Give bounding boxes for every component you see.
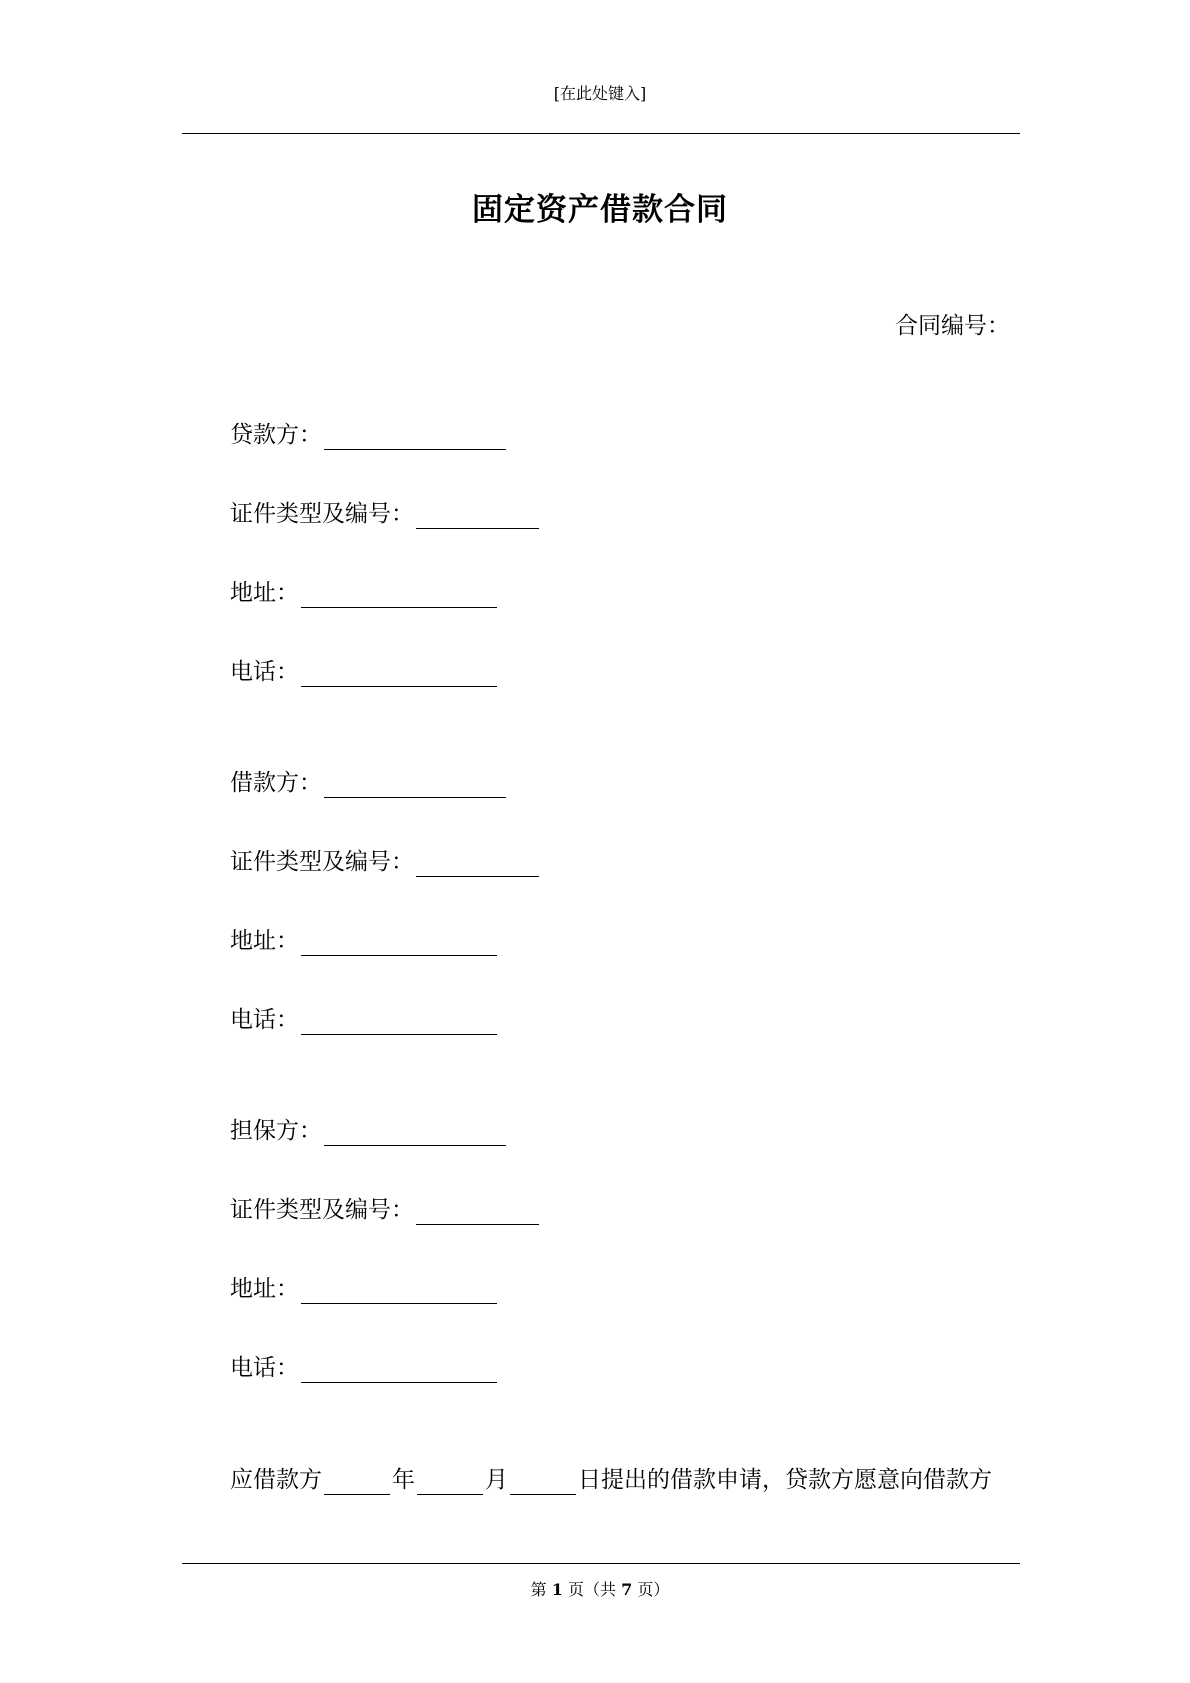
borrower-field [230,768,506,798]
lender-address-field [230,578,497,608]
body-month: 月 [485,1467,508,1493]
guarantor-id-field [230,1195,539,1225]
footer-prefix: 第 [530,1580,552,1599]
page-header: [在此处键入] [553,84,647,103]
lender-id-label: 证件类型及编号： [230,501,414,527]
footer-middle: 页（共 [562,1580,622,1599]
lender-label: 贷款方： [230,422,322,448]
lender-address-label: 地址： [230,580,299,606]
footer-total-pages: 7 [621,1580,633,1599]
guarantor-phone-field [230,1353,497,1383]
guarantor-blank[interactable] [324,1121,506,1146]
body-year: 年 [392,1467,415,1493]
guarantor-id-label: 证件类型及编号： [230,1197,414,1223]
lender-blank[interactable] [324,425,506,450]
lender-address-blank[interactable] [301,583,497,608]
borrower-blank[interactable] [324,773,506,798]
guarantor-phone-blank[interactable] [301,1358,497,1383]
contract-number-label: 合同编号： [895,313,1010,339]
body-suffix: 日提出的借款申请，贷款方愿意向借款方 [578,1467,992,1493]
guarantor-address-label: 地址： [230,1276,299,1302]
guarantor-address-field [230,1274,497,1304]
guarantor-address-blank[interactable] [301,1279,497,1304]
borrower-phone-blank[interactable] [301,1010,497,1035]
lender-phone-field [230,657,497,687]
lender-phone-blank[interactable] [301,662,497,687]
guarantor-label: 担保方： [230,1118,322,1144]
footer-suffix: 页） [632,1580,670,1599]
year-blank[interactable] [324,1470,390,1495]
lender-id-field [230,499,539,529]
lender-phone-label: 电话： [230,659,299,685]
header-divider [182,133,1020,134]
borrower-address-label: 地址： [230,928,299,954]
lender-field [230,420,506,450]
borrower-phone-field [230,1005,497,1035]
borrower-label: 借款方： [230,770,322,796]
lender-id-blank[interactable] [416,504,539,529]
borrower-id-blank[interactable] [416,852,539,877]
borrower-id-field [230,847,539,877]
borrower-id-label: 证件类型及编号： [230,849,414,875]
page-footer [0,1580,1190,1600]
document-title: 固定资产借款合同 [472,192,728,228]
guarantor-phone-label: 电话： [230,1355,299,1381]
borrower-address-field [230,926,497,956]
footer-divider [182,1563,1020,1564]
guarantor-field [230,1116,506,1146]
body-paragraph [230,1465,992,1495]
borrower-address-blank[interactable] [301,931,497,956]
footer-page-number: 1 [551,1580,563,1599]
day-blank[interactable] [510,1470,576,1495]
guarantor-id-blank[interactable] [416,1200,539,1225]
borrower-phone-label: 电话： [230,1007,299,1033]
body-prefix: 应借款方 [230,1467,322,1493]
month-blank[interactable] [417,1470,483,1495]
